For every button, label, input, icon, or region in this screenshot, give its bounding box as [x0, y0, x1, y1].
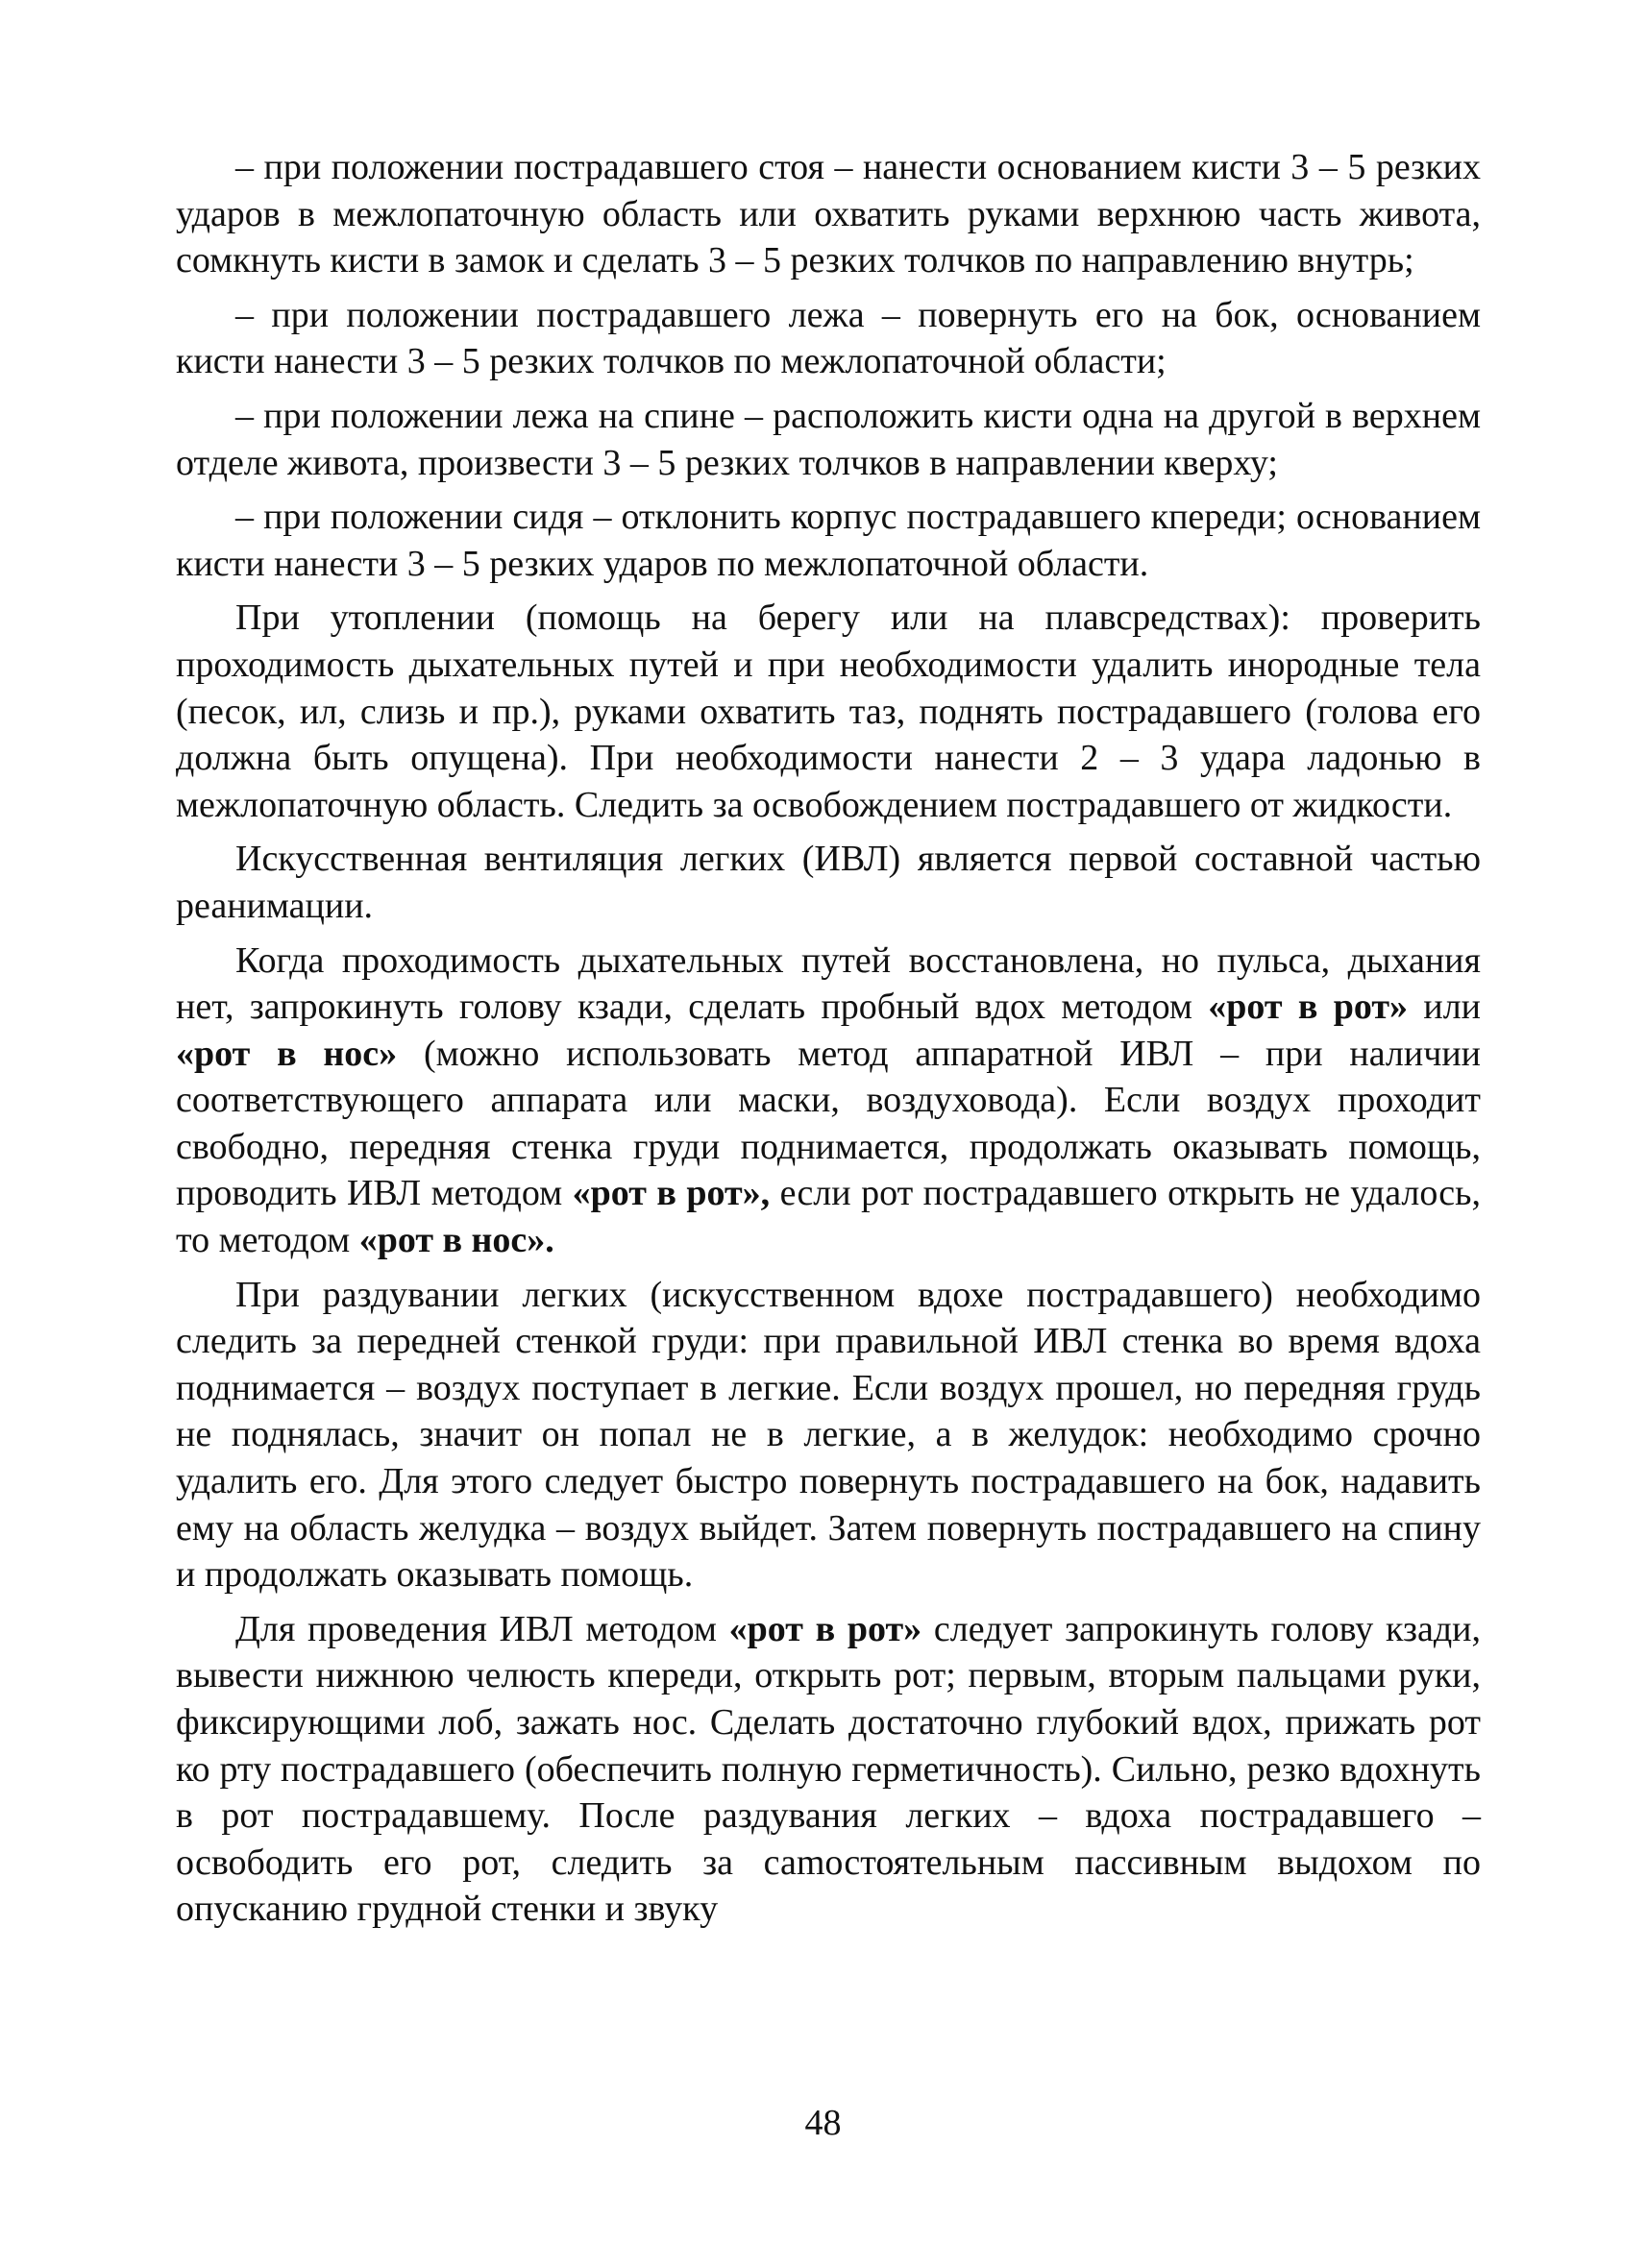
text-segment: – при положении лежа на спине – расположить кисти одна на другой в верхнем отделе живота, произвести 3 – 5 резких толчков в направлении кверху; — [176, 395, 1481, 483]
paragraph-lying — [176, 292, 1481, 385]
text-segment: При раздувании легких (искусственном вдохе пострадавшего) необходимо следить за передней стенкой груди: при правильной ИВЛ стенка во время вдоха поднимается – воздух поступает в легкие. Если воздух прошел, но передняя грудь не поднялась, значит он попал не в легкие, а в желудок: необходимо срочно удалить его. Для этого следует быстро повернуть пострадавшего на бок, надавить ему на область желудка – воздух выйдет. Затем повернуть пострадавшего на спину и продолжать оказывать помощь. — [176, 1274, 1481, 1596]
paragraph-mouth-to-mouth — [176, 1606, 1481, 1933]
text-segment: Когда проходимость дыхательных путей восстановлена, но пульса, дыхания нет, запрокинуть голову кзади, сделать пробный вдох методом — [176, 939, 1481, 1028]
paragraph-drowning — [176, 595, 1481, 828]
paragraph-lying-on-back — [176, 393, 1481, 486]
paragraph-airway-restored — [176, 938, 1481, 1264]
text-segment: При утоплении (помощь на берегу или на плавсредствах): проверить проходимость дыхательных путей и при необходимости удалить инородные тела (песок, ил, слизь и пр.), руками охватить таз, поднять пострадавшего (голова его должна быть опущена). При необходимости нанести 2 – 3 удара ладонью в межлопаточную область. Следить за освобождением пострадавшего от жидкости. — [176, 597, 1481, 825]
text-segment: или — [1408, 987, 1481, 1028]
paragraph-lung-inflation — [176, 1272, 1481, 1598]
paragraph-sitting — [176, 494, 1481, 587]
bold-term: «рот в нос» — [176, 1033, 398, 1074]
paragraph-ivl-intro — [176, 836, 1481, 929]
body-text — [176, 144, 1481, 1940]
text-segment: – при положении пострадавшего лежа – повернуть его на бок, основанием кисти нанести 3 – 5 резких толчков по межлопаточной области; — [176, 294, 1481, 382]
bold-term: «рот в рот» — [728, 1608, 922, 1649]
page-number: 48 — [804, 2103, 842, 2143]
text-segment: – при положении пострадавшего стоя – нанести основанием кисти 3 – 5 резких ударов в межлопаточную область или охватить руками верхнюю часть живота, сомкнуть кисти в замок и сделать 3 – 5 резких толчков по направлению внутрь; — [176, 147, 1481, 281]
bold-term: «рот в нос». — [358, 1220, 554, 1261]
text-segment: – при положении сидя – отклонить корпус пострадавшего кпереди; основанием кисти нанести 3 – 5 резких ударов по межлопаточной области. — [176, 497, 1481, 584]
bold-term: «рот в рот» — [1208, 987, 1409, 1028]
text-segment: Для проведения ИВЛ методом — [235, 1608, 729, 1649]
text-segment: Искусственная вентиляция легких (ИВЛ) является первой составной частью реанимации. — [176, 839, 1481, 926]
text-segment: если рот пострадавшего открыть не удалось, то методом — [176, 1173, 1482, 1261]
text-segment: (можно использовать метод аппаратной ИВЛ – при наличии соответствующего аппарата или маски, воздуховода). Если воздух проходит свободно, передняя стенка груди поднимается, продолжать оказывать помощь, проводить ИВЛ методом — [176, 1033, 1481, 1214]
text-segment: следует запрокинуть голову кзади, вывести нижнюю челюсть кпереди, открыть рот; первым, вторым пальцами руки, фиксирующими лоб, зажать нос. Сделать достаточно глубокий вдох, прижать рот ко рту пострадавшего (обеспечить полную герметичность). Сильно, резко вдохнуть в рот пострадавшему. После раздувания легких – вдоха пострадавшего – освободить его рот, следить за саmостоятельным пассивным выдохом по опусканию грудной стенки и звуку — [176, 1608, 1482, 1930]
paragraph-standing — [176, 144, 1481, 284]
bold-term: «рот в рот», — [572, 1173, 771, 1214]
